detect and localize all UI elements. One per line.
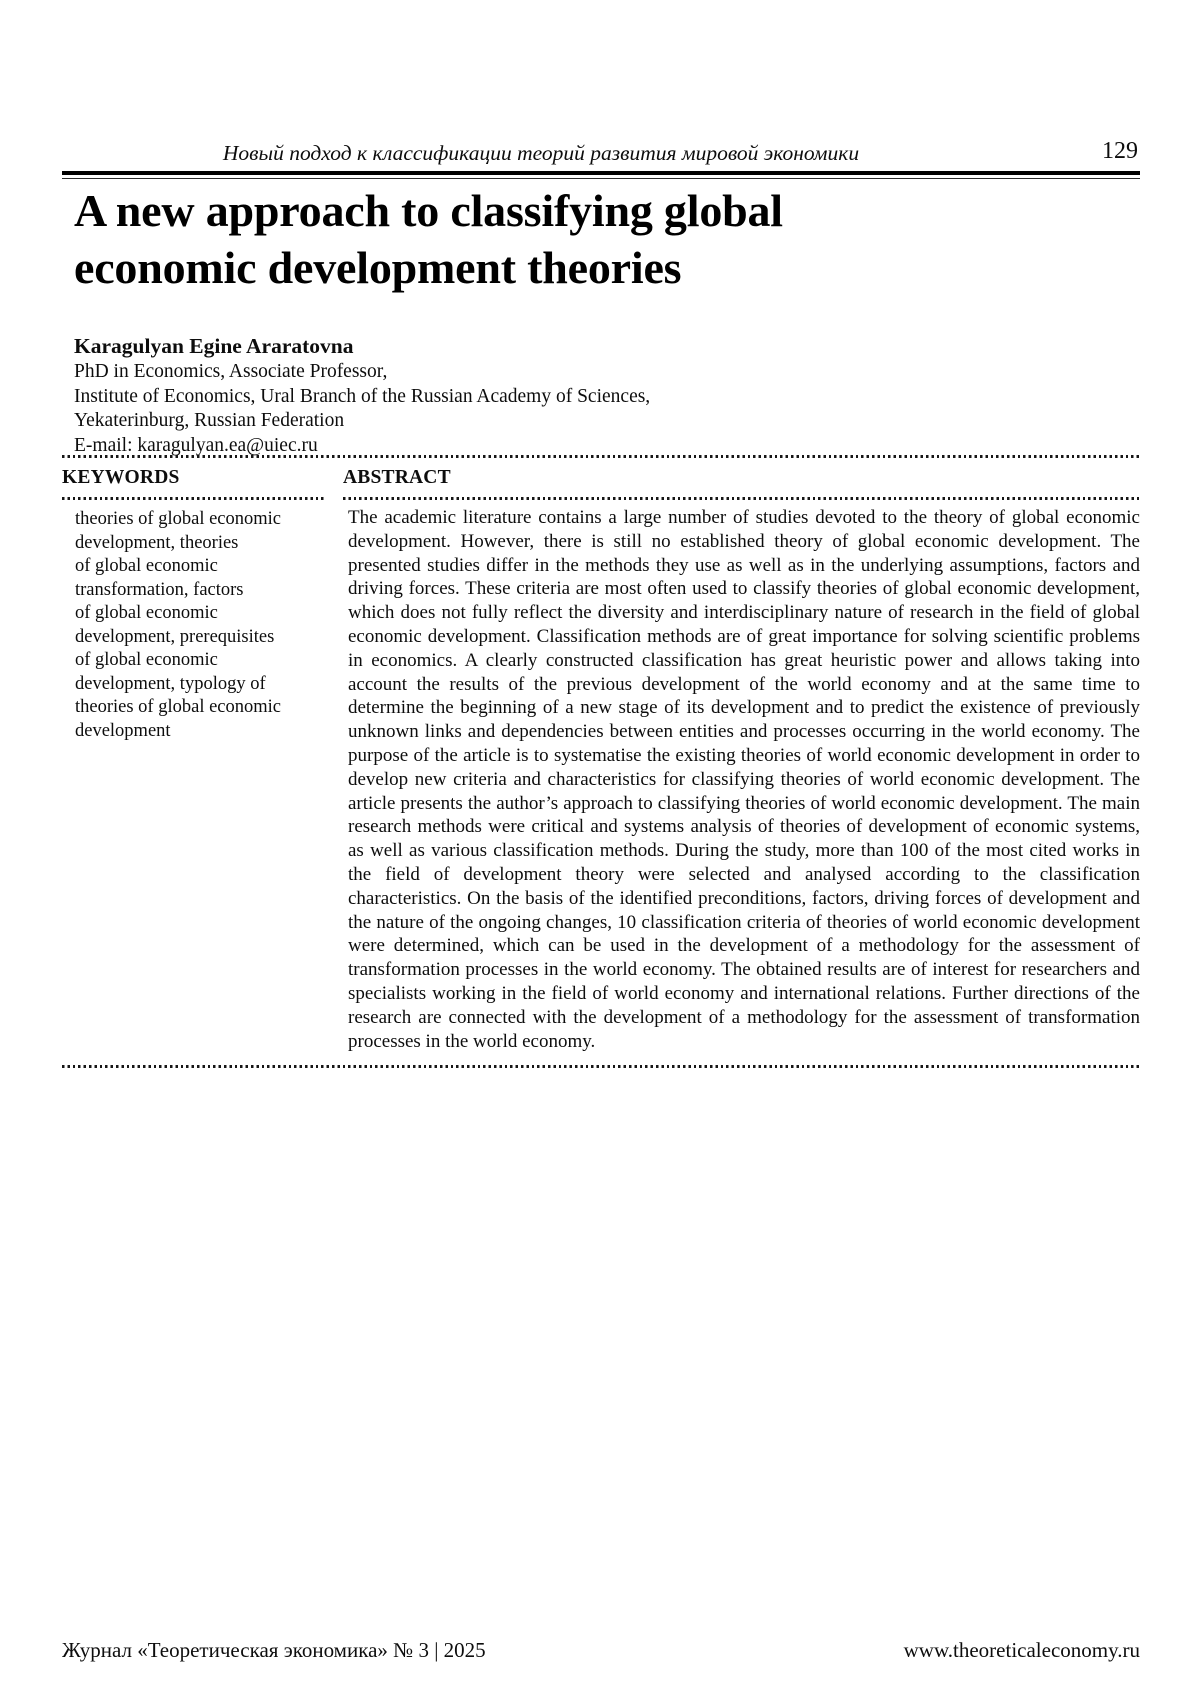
article-title [74,182,783,296]
keyword-line: development, theories [75,532,239,553]
author-affiliation: Institute of Economics, Ural Branch of the Russian Academy of Sciences, [74,385,651,407]
keyword-line: theories of global economic [75,697,282,717]
article-title-line-2: economic development theories [74,242,682,293]
running-title: Новый подход к классификации теорий развития мировой экономики [222,141,860,165]
header-rule [62,171,1140,179]
keywords-abstract-section [62,455,1140,1068]
two-column-layout [62,458,1140,1053]
running-head [62,140,1140,179]
page-number: 129 [1102,138,1138,164]
bottom-dotted-rule [62,1065,1140,1068]
page-footer [62,1638,1140,1663]
keyword-line: of global economic [75,556,218,576]
keyword-line: transformation, factors [75,579,244,600]
journal-name: Журнал «Теоретическая экономика» № 3 | 2025 [62,1638,486,1662]
journal-website: www.theoreticaleconomy.ru [903,1638,1140,1662]
abstract-heading: ABSTRACT [343,467,451,488]
abstract-text: The academic literature contains a large number of studies devoted to the theory of global economic development. However, there is still no established theory of global economic development. The presented studies differ in the methods they use as well as in the underlying assumptions, factors and driving forces. These criteria are most often used to classify theories of global economic development, which does not fully reflect the diversity and interdisciplinary nature of research in the field of global economic development. Classification methods are of great importance for solving scientific problems in economics. A clearly constructed classification has great heuristic power and allows taking into account the results of the previous development of the world economy and at the same time to determine the beginning of a new stage of its development and to predict the existence of previously unknown links and dependencies between entities and processes occurring in the world economy. The purpose of the article is to systematise the existing theories of world economic development in order to develop new criteria and characteristics for classifying theories of world economic development. The article presents the author’s approach to classifying theories of world economic development. The main research methods were critical and systems analysis of theories of development of economic systems, as well as various classification methods. During the study, more than 100 of the most cited works in the field of development theory were selected and analysed according to the classification characteristics. On the basis of the identified preconditions, factors, driving forces of development and the nature of the ongoing changes, 10 classification criteria of theories of world economic development were determined, which can be used in the development of a methodology for the assessment of transformation processes in the world economy. The obtained results are of interest for researchers and specialists working in the field of world economy and international relations. Further directions of the research are connected with the development of a methodology for the assessment of transformation processes in the world economy. [348,507,1140,1052]
keyword-line: of global economic [75,603,218,623]
keyword-line: theories of global economic [75,509,282,529]
author-email: E-mail: karagulyan.ea@uiec.ru [74,434,318,456]
author-name: Karagulyan Egine Araratovna [74,334,354,358]
author-position: PhD in Economics, Associate Professor, [74,361,388,382]
abstract-column [343,458,1140,1053]
article-title-line-1: A new approach to classifying global [74,185,783,236]
keyword-line: of global economic [75,650,218,670]
keywords-heading: KEYWORDS [62,467,180,488]
author-block [74,333,650,458]
running-head-row [62,140,1140,167]
keyword-line: development, typology of [75,673,266,694]
keyword-line: development, prerequisites [75,626,275,647]
keyword-line: development [75,720,171,741]
author-location: Yekaterinburg, Russian Federation [74,410,345,431]
keywords-column [62,458,325,743]
keywords-list [62,500,325,743]
